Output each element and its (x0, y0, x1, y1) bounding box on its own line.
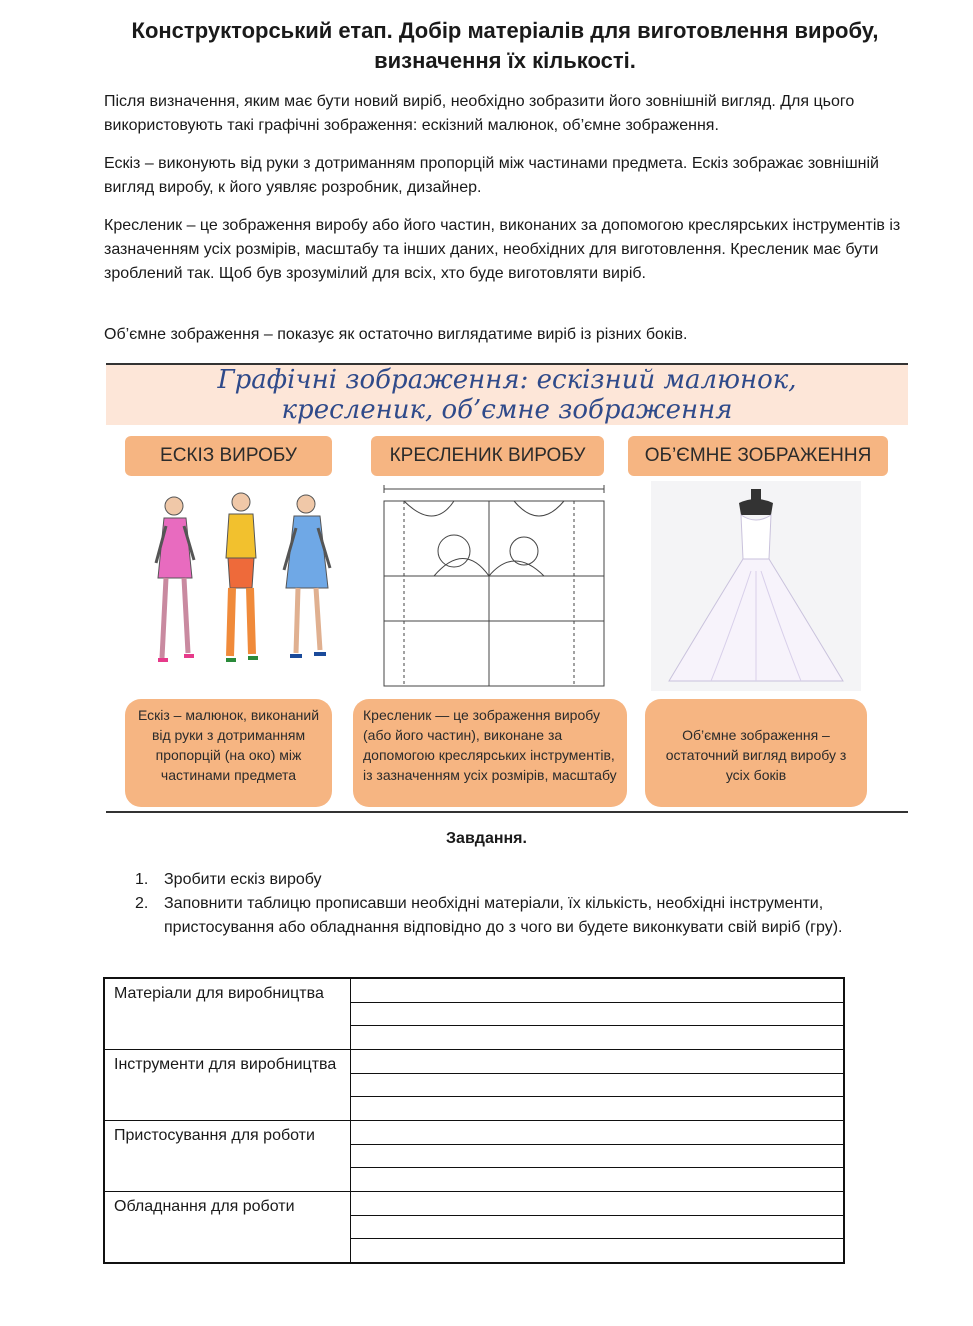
paragraph-sketch: Ескіз – виконують від руки з дотриманням пропорцій між частинами предмета. Ескіз зображає зовнішній вигляд виробу, к його уявляє розробник, дизайнер. (104, 155, 879, 196)
row-label: Обладнання для роботи (105, 1192, 351, 1262)
task-item-2 (135, 892, 915, 940)
caption-sketch: Ескіз – малюнок, виконаний від руки з дотриманням пропорцій (на око) між частинами предмета (125, 699, 332, 807)
answer-line[interactable] (351, 1239, 843, 1262)
caption-drawing: Кресленик — це зображення виробу (або його частин), виконане за допомогою креслярських інструментів, із зазначенням усіх розмірів, масштабу (353, 699, 627, 807)
dress-3d-image (651, 481, 861, 691)
paragraph-3d: Об’ємне зображення – показує як остаточно виглядатиме виріб із різних боків. (104, 326, 688, 343)
task-text: Заповнити таблицю прописавши необхідні матеріали, їх кількість, необхідні інструменти, пристосування або обладнання відповідно до з чого ви будете виконкувати свій виріб (гру). (164, 895, 843, 936)
fashion-sketch-image (136, 488, 346, 688)
answer-lines (351, 1050, 843, 1120)
page-title (60, 16, 950, 76)
answer-line[interactable] (351, 979, 843, 1003)
table-row-fixtures (105, 1121, 843, 1192)
caption-3d: Об’ємне зображення – остаточний вигляд виробу з усіх боків (645, 699, 867, 807)
task-item-1 (135, 868, 915, 892)
paragraph-drawing: Кресленик – це зображення виробу або його частин, виконаних за допомогою креслярських інструментів із зазначенням усіх розмірів, масштабу та інших даних, необхідних для виготовлення. Кресленик має бути зроблений так. Щоб був зрозумілий для всіх, хто буде виготовляти виріб. (104, 217, 901, 282)
answer-lines (351, 1121, 843, 1191)
task-text: Зробити ескіз виробу (164, 871, 322, 888)
answer-line[interactable] (351, 1074, 843, 1098)
answer-line[interactable] (351, 1050, 843, 1074)
infographic (106, 363, 908, 813)
answer-line[interactable] (351, 1168, 843, 1191)
infographic-heading-line-1: Графічні зображення: ескізний малюнок, (217, 365, 797, 395)
row-label: Пристосування для роботи (105, 1121, 351, 1191)
title-line-2: визначення їх кількості. (374, 48, 636, 73)
infographic-bottom-rule (106, 811, 908, 813)
infographic-heading (106, 365, 908, 425)
table-row-tools (105, 1050, 843, 1121)
row-label: Матеріали для виробництва (105, 979, 351, 1049)
label-sketch: ЕСКІЗ ВИРОБУ (125, 436, 332, 476)
infographic-heading-line-2: кресленик, об’ємне зображення (281, 395, 733, 425)
label-3d: ОБ’ЄМНЕ ЗОБРАЖЕННЯ (628, 436, 888, 476)
answer-line[interactable] (351, 1026, 843, 1049)
task-number: 1. (135, 871, 149, 888)
label-drawing: КРЕСЛЕНИК ВИРОБУ (371, 436, 604, 476)
pattern-drawing-image (374, 481, 614, 691)
answer-lines (351, 979, 843, 1049)
table-row-equipment (105, 1192, 843, 1262)
paragraph-intro: Після визначення, яким має бути новий виріб, необхідно зобразити його зовнішній вигляд. Для цього використовують такі графічні зображення: ескізний малюнок, об’ємне зображення. (104, 93, 855, 134)
answer-line[interactable] (351, 1097, 843, 1120)
materials-table (103, 977, 845, 1264)
answer-line[interactable] (351, 1003, 843, 1027)
answer-line[interactable] (351, 1216, 843, 1240)
table-row-materials (105, 979, 843, 1050)
title-line-1: Конструкторський етап. Добір матеріалів для виготовлення виробу, (131, 18, 879, 43)
task-number: 2. (135, 895, 149, 912)
tasks-heading: Завдання. (446, 830, 527, 847)
answer-lines (351, 1192, 843, 1262)
row-label: Інструменти для виробництва (105, 1050, 351, 1120)
answer-line[interactable] (351, 1192, 843, 1216)
task-list (135, 868, 915, 940)
answer-line[interactable] (351, 1145, 843, 1169)
answer-line[interactable] (351, 1121, 843, 1145)
